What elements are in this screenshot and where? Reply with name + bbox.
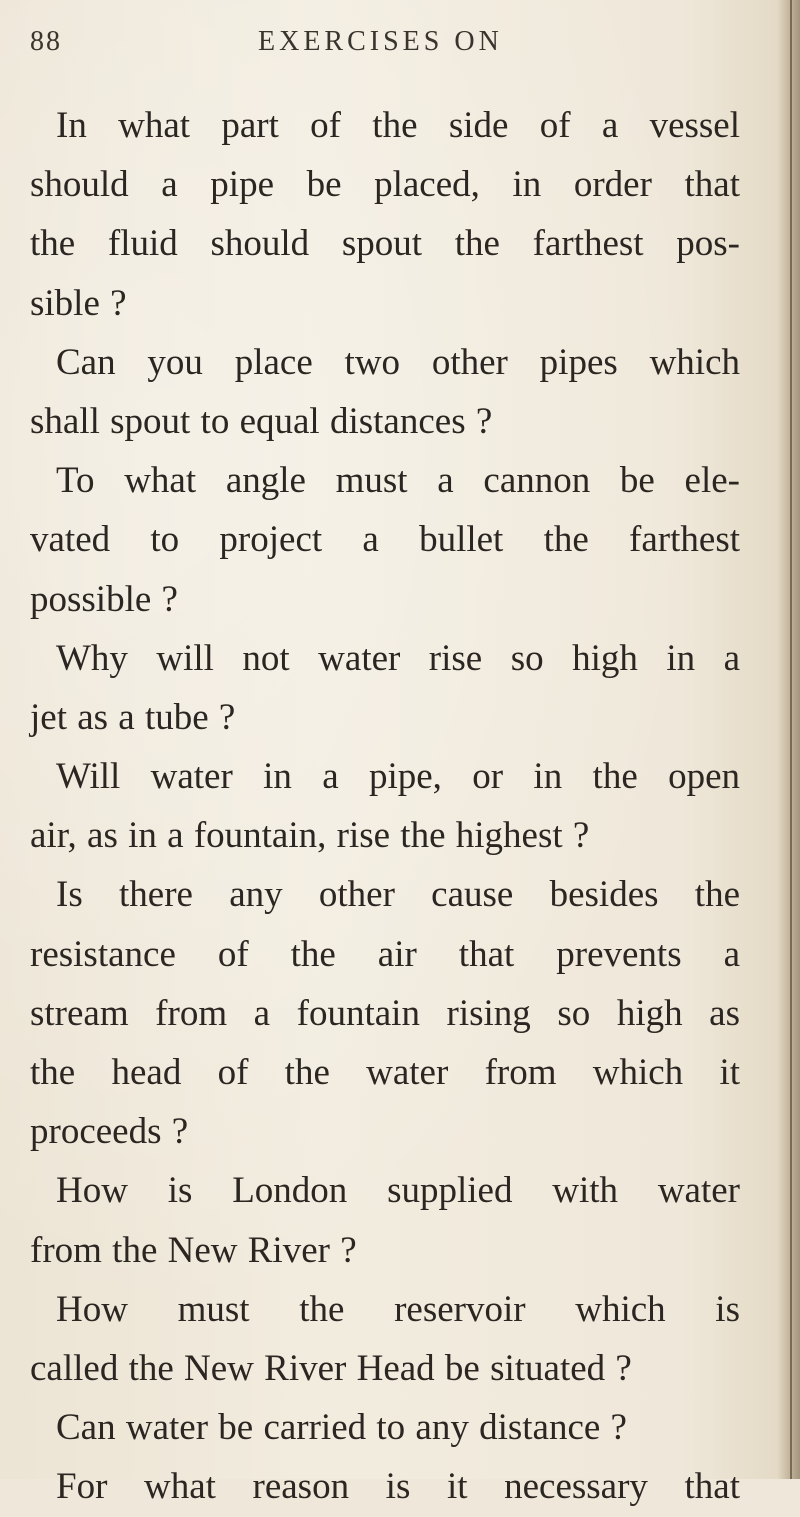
text-line: resistance of the air that prevents a [30, 933, 740, 975]
page-edge-shadow [778, 0, 800, 1479]
text-line: from the New River ? [30, 1229, 357, 1271]
page-header [0, 26, 780, 70]
text-line: Will water in a pipe, or in the open [56, 756, 740, 798]
text-line: To what angle must a cannon be ele- [56, 460, 740, 502]
text-line: air, as in a fountain, rise the highest ? [30, 815, 590, 857]
question-text-block [30, 96, 740, 1517]
text-line: the head of the water from which it [30, 1052, 740, 1093]
text-line: In what part of the side of a vessel [56, 105, 740, 146]
text-line: Can you place two other pipes which [56, 341, 740, 383]
text-line: vated to project a bullet the farthest [30, 519, 740, 561]
running-title: EXERCISES ON [258, 26, 503, 57]
text-line: shall spout to equal distances ? [30, 400, 493, 442]
text-line: jet as a tube ? [30, 696, 236, 738]
text-line: How must the reservoir which is [56, 1288, 740, 1330]
text-line: For what reason is it necessary that [56, 1466, 740, 1508]
text-line: the fluid should spout the farthest pos- [30, 223, 740, 265]
text-line: called the New River Head be situated ? [30, 1347, 632, 1389]
text-line: should a pipe be placed, in order that [30, 164, 740, 206]
page-number: 88 [30, 26, 62, 57]
text-line: Why will not water rise so high in a [56, 637, 740, 679]
text-line: proceeds ? [30, 1111, 189, 1153]
text-line: Can water be carried to any distance ? [56, 1407, 627, 1449]
text-line: stream from a fountain rising so high as [30, 992, 740, 1034]
text-line: How is London supplied with water [56, 1170, 740, 1212]
text-line: sible ? [30, 282, 127, 324]
text-line: possible ? [30, 578, 178, 620]
text-line: Is there any other cause besides the [56, 874, 740, 916]
page-edge-line [790, 0, 792, 1479]
